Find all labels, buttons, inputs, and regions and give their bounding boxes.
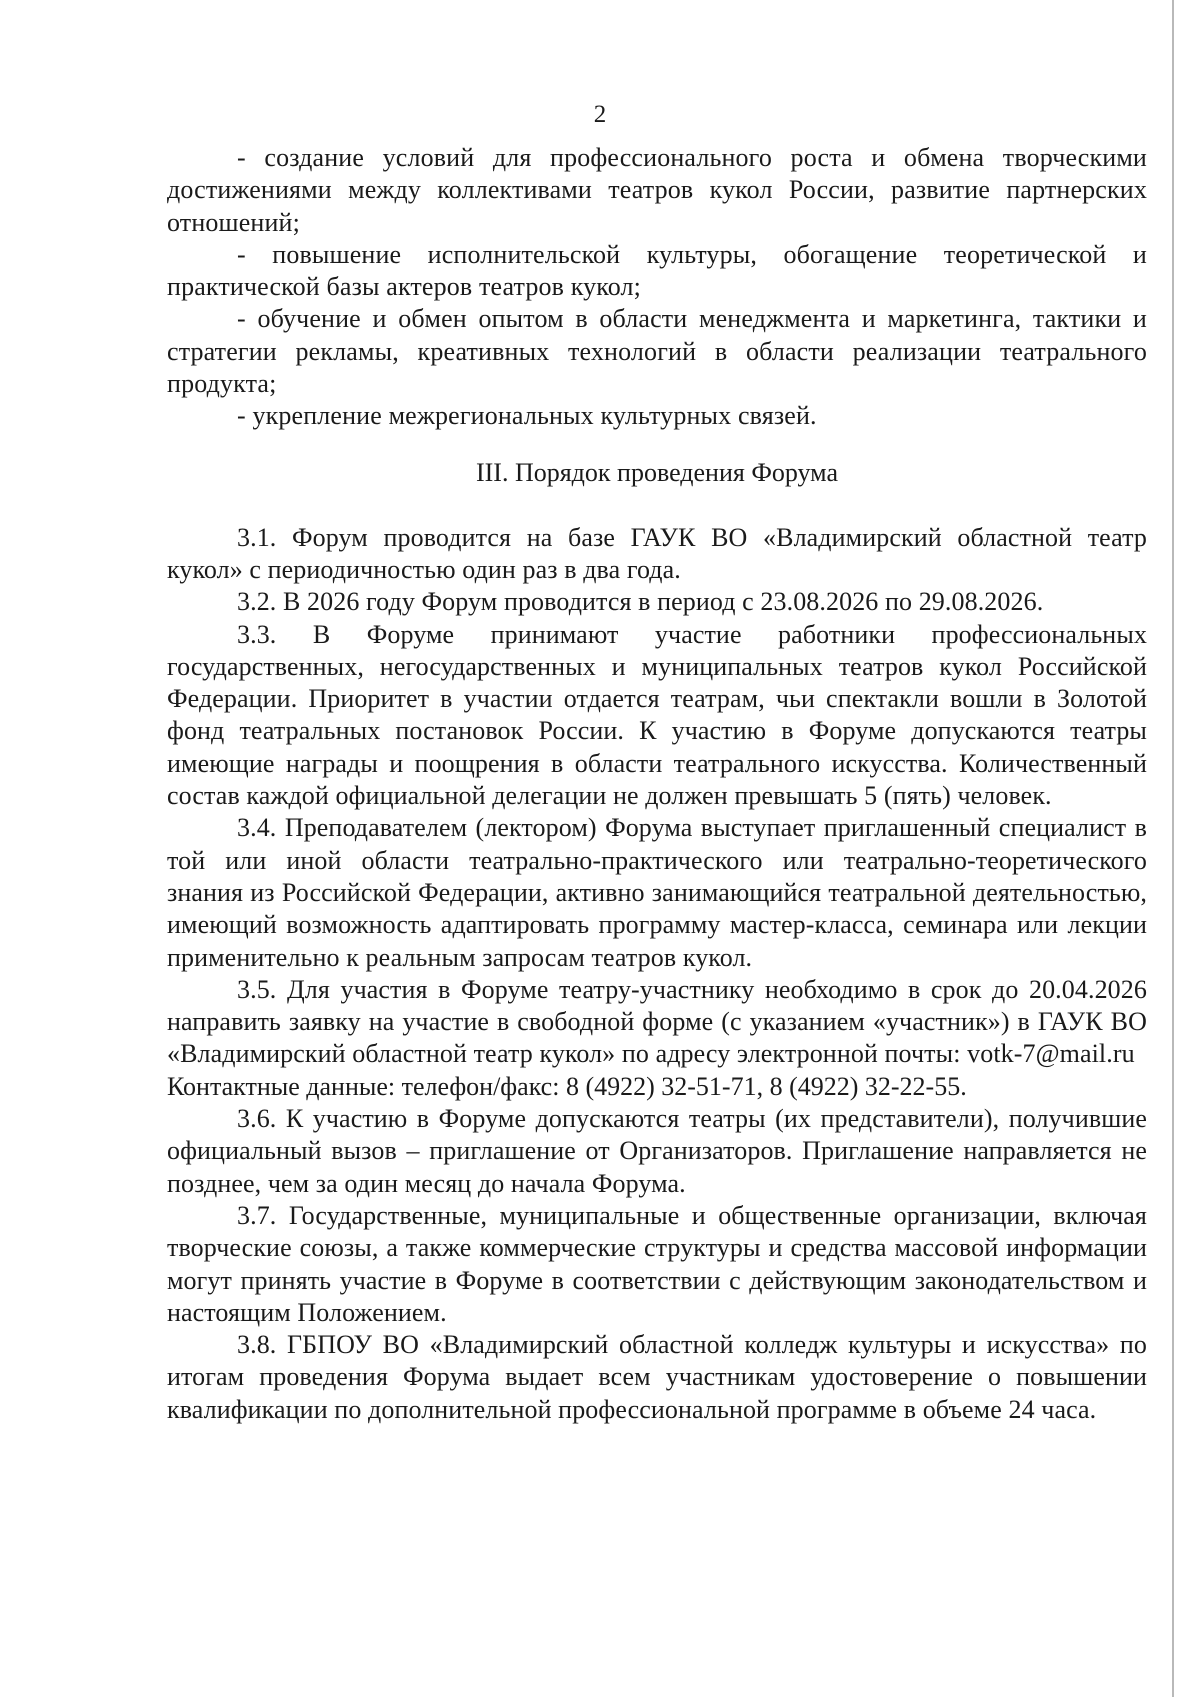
document-body	[167, 142, 1147, 1426]
procedure-clauses	[167, 522, 1147, 1426]
contact-line: Контактные данные: телефон/факс: 8 (4922) 32-51-71, 8 (4922) 32-22-55.	[167, 1071, 967, 1101]
goals-list	[167, 142, 1147, 433]
clause-3-2: 3.2. В 2026 году Форум проводится в период с 23.08.2026 по 29.08.2026.	[237, 587, 1044, 617]
page-number: 2	[593, 101, 607, 128]
clause-3-3: 3.3. В Форуме принимают участие работники профессиональных государственных, негосударственных и муниципальных театров кукол Российской Федерации. Приоритет в участии отдается театрам, чьи спектакли вошли в Золотой фонд театральных постановок России. К участию в Форуме допускаются театры имеющие награды и поощрения в области театрального искусства. Количественный состав каждой официальной делегации не должен превышать 5 (пять) человек.	[167, 619, 1147, 811]
clause-3-4: 3.4. Преподавателем (лектором) Форума выступает приглашенный специалист в той или иной области театрально-практического или театрально-теоретического знания из Российской Федерации, активно занимающийся театральной деятельностью, имеющий возможность адаптировать программу мастер-класса, семинара или лекции применительно к реальным запросам театров кукол.	[167, 813, 1147, 972]
clause-3-8: 3.8. ГБПОУ ВО «Владимирский областной колледж культуры и искусства» по итогам проведения Форума выдает всем участникам удостоверение о повышении квалификации по дополнительной профессиональной программе в объеме 24 часа.	[167, 1330, 1147, 1424]
goal-item: - обучение и обмен опытом в области менеджмента и маркетинга, тактики и стратегии рекламы, креативных технологий в области реализации театрального продукта;	[167, 304, 1147, 399]
goal-item: - повышение исполнительской культуры, обогащение теоретической и практической базы актеров театров кукол;	[167, 239, 1147, 302]
clause-3-1: 3.1. Форум проводится на базе ГАУК ВО «Владимирский областной театр кукол» с периодичностью один раз в два года.	[167, 522, 1147, 584]
page-edge-line	[1172, 0, 1174, 1697]
clause-3-6: 3.6. К участию в Форуме допускаются театры (их представители), получившие официальный вызов – приглашение от Организаторов. Приглашение направляется не позднее, чем за один месяц до начала Форума.	[167, 1104, 1147, 1198]
goal-item: - укрепление межрегиональных культурных связей.	[237, 401, 817, 431]
clause-3-7: 3.7. Государственные, муниципальные и общественные организации, включая творческие союзы, а также коммерческие структуры и средства массовой информации могут принять участие в Форуме в соответствии с действующим законодательством и настоящим Положением.	[167, 1200, 1147, 1327]
clause-3-5: 3.5. Для участия в Форуме театру-участнику необходимо в срок до 20.04.2026 направить заявку на участие в свободной форме (с указанием «участник») в ГАУК ВО «Владимирский областной театр кукол» по адресу электронной почты: votk-7@mail.ru	[167, 974, 1147, 1069]
goal-item: - создание условий для профессионального роста и обмена творческими достижениями между коллективами театров кукол России, развитие партнерских отношений;	[167, 143, 1147, 237]
section-title: III. Порядок проведения Форума	[475, 457, 839, 487]
